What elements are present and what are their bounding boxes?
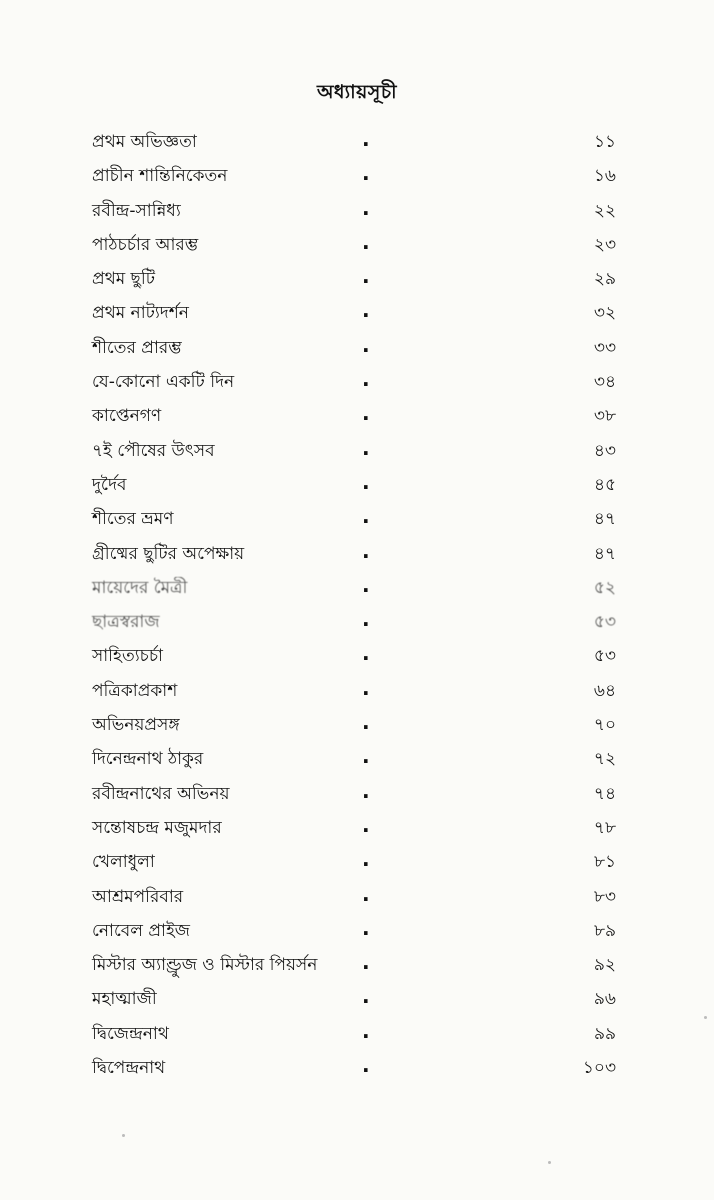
page-number: ৪৫ — [593, 474, 616, 495]
chapter-title: ৭ই পৌষের উৎসব — [92, 440, 215, 461]
leader-dot: . — [362, 195, 370, 220]
page-number: ৮৩ — [593, 886, 616, 907]
leader-dot: . — [362, 229, 370, 254]
chapter-title: শীতের প্রারম্ভ — [92, 337, 182, 358]
leader-dot: . — [362, 675, 370, 700]
leader-dot: . — [362, 950, 370, 975]
page-number: ৭৪ — [593, 783, 616, 804]
page-number: ৭০ — [593, 715, 616, 736]
leader-dot: . — [362, 401, 370, 426]
chapter-title: পাঠচর্চার আরম্ভ — [92, 234, 199, 255]
table-of-contents — [0, 126, 714, 1086]
toc-entry — [0, 778, 714, 812]
chapter-title: ছাত্রস্বরাজ — [92, 612, 160, 633]
page-number: ৮১ — [593, 852, 616, 873]
chapter-title: অভিনয়প্রসঙ্গ — [92, 715, 180, 736]
page-number: ৯৬ — [593, 989, 616, 1010]
chapter-title: প্রথম অভিজ্ঞতা — [92, 132, 197, 152]
chapter-title: দ্বিজেন্দ্রনাথ — [92, 1023, 169, 1044]
toc-entry — [0, 503, 714, 537]
chapter-title: যে-কোনো একটি দিন — [92, 372, 235, 393]
chapter-title: খেলাধুলা — [92, 852, 155, 873]
leader-dot: . — [362, 607, 370, 632]
chapter-title: রবীন্দ্র-সান্নিধ্য — [92, 200, 181, 221]
paper-speck — [704, 1016, 707, 1019]
chapter-title: মিস্টার অ্যাণ্ড্রুজ ও মিস্টার পিয়র্সন — [92, 955, 318, 976]
page-number: ১৬ — [593, 166, 616, 187]
leader-dot: . — [362, 881, 370, 906]
leader-dot: . — [362, 572, 370, 597]
page-number: ২৯ — [593, 269, 616, 290]
toc-entry — [0, 1052, 714, 1086]
toc-entry — [0, 949, 714, 983]
page-number: ৩৮ — [593, 406, 616, 427]
toc-entry — [0, 366, 714, 400]
toc-entry — [0, 297, 714, 331]
toc-entry — [0, 538, 714, 572]
toc-entry — [0, 195, 714, 229]
chapter-title: পত্রিকাপ্রকাশ — [92, 680, 178, 701]
page-number: ৫৩ — [593, 612, 616, 633]
toc-entry — [0, 606, 714, 640]
leader-dot: . — [362, 264, 370, 289]
leader-dot: . — [362, 367, 370, 392]
leader-dot: . — [362, 469, 370, 494]
toc-entry — [0, 229, 714, 263]
toc-entry — [0, 1018, 714, 1052]
page-number: ৩৩ — [593, 337, 616, 358]
chapter-title: প্রথম ছুটি — [92, 269, 155, 290]
page-number: ২২ — [593, 200, 616, 221]
chapter-title: প্রাচীন শান্তিনিকেতন — [92, 166, 228, 187]
toc-entry — [0, 846, 714, 880]
page-number: ৬৪ — [593, 680, 616, 701]
page-number: ১০৩ — [582, 1058, 616, 1079]
page-number: ৫২ — [593, 577, 616, 598]
leader-dot: . — [362, 778, 370, 803]
leader-dot: . — [362, 915, 370, 940]
chapter-title: দ্বিপেন্দ্রনাথ — [92, 1058, 166, 1079]
chapter-title: সন্তোষচন্দ্র মজুমদার — [92, 817, 222, 838]
leader-dot: . — [362, 641, 370, 666]
toc-entry — [0, 709, 714, 743]
toc-entry — [0, 675, 714, 709]
chapter-title: কাপ্তেনগণ — [92, 406, 162, 427]
toc-entry — [0, 743, 714, 777]
chapter-title: আশ্রমপরিবার — [92, 886, 184, 907]
chapter-title: রবীন্দ্রনাথের অভিনয় — [92, 783, 230, 804]
chapter-title: সাহিত্যচর্চা — [92, 646, 163, 667]
page-number: ৩৪ — [593, 372, 616, 393]
chapter-title: গ্রীষ্মের ছুটির অপেক্ষায় — [92, 543, 245, 564]
toc-entry — [0, 812, 714, 846]
page-number: ৭২ — [593, 749, 616, 770]
toc-entry — [0, 572, 714, 606]
toc-entry — [0, 435, 714, 469]
leader-dot: . — [362, 332, 370, 357]
toc-entry — [0, 469, 714, 503]
toc-entry — [0, 400, 714, 434]
chapter-title: দুর্দৈব — [92, 474, 127, 495]
toc-entry — [0, 332, 714, 366]
leader-dot: . — [362, 538, 370, 563]
page-number: ৮৯ — [593, 920, 616, 941]
page-number: ৪৭ — [593, 509, 616, 530]
toc-entry — [0, 640, 714, 674]
page-number: ৩২ — [593, 303, 616, 324]
chapter-title: নোবেল প্রাইজ — [92, 920, 191, 941]
page-number: ৪৩ — [593, 440, 616, 461]
toc-entry — [0, 881, 714, 915]
paper-speck — [122, 1134, 125, 1137]
page-number: ৪৭ — [593, 543, 616, 564]
page-number: ৯২ — [593, 955, 616, 976]
leader-dot: . — [362, 435, 370, 460]
leader-dot: . — [362, 504, 370, 529]
leader-dot: . — [362, 984, 370, 1009]
toc-entry — [0, 160, 714, 194]
paper-speck — [548, 1161, 551, 1164]
leader-dot: . — [362, 298, 370, 323]
toc-entry — [0, 983, 714, 1017]
leader-dot: . — [362, 710, 370, 735]
page-number: ৫৩ — [593, 646, 616, 667]
toc-entry — [0, 263, 714, 297]
chapter-title: মায়েদের মৈত্রী — [92, 577, 188, 598]
chapter-title: মহাত্মাজী — [92, 989, 157, 1010]
page-number: ৯৯ — [593, 1023, 616, 1044]
leader-dot: . — [362, 744, 370, 769]
page-title: অধ্যায়সূচী — [316, 81, 398, 103]
leader-dot: . — [362, 1053, 370, 1078]
chapter-title: দিনেন্দ্রনাথ ঠাকুর — [92, 749, 204, 770]
leader-dot: . — [362, 161, 370, 186]
chapter-title: শীতের ভ্রমণ — [92, 509, 174, 530]
toc-entry — [0, 915, 714, 949]
leader-dot: . — [362, 127, 370, 151]
page-number: ২৩ — [593, 234, 616, 255]
toc-entry — [0, 126, 714, 160]
page-number: ৭৮ — [593, 817, 616, 838]
chapter-title: প্রথম নাট্যদর্শন — [92, 303, 189, 324]
page-number: ১১ — [593, 132, 616, 152]
leader-dot: . — [362, 812, 370, 837]
leader-dot: . — [362, 1018, 370, 1043]
leader-dot: . — [362, 847, 370, 872]
